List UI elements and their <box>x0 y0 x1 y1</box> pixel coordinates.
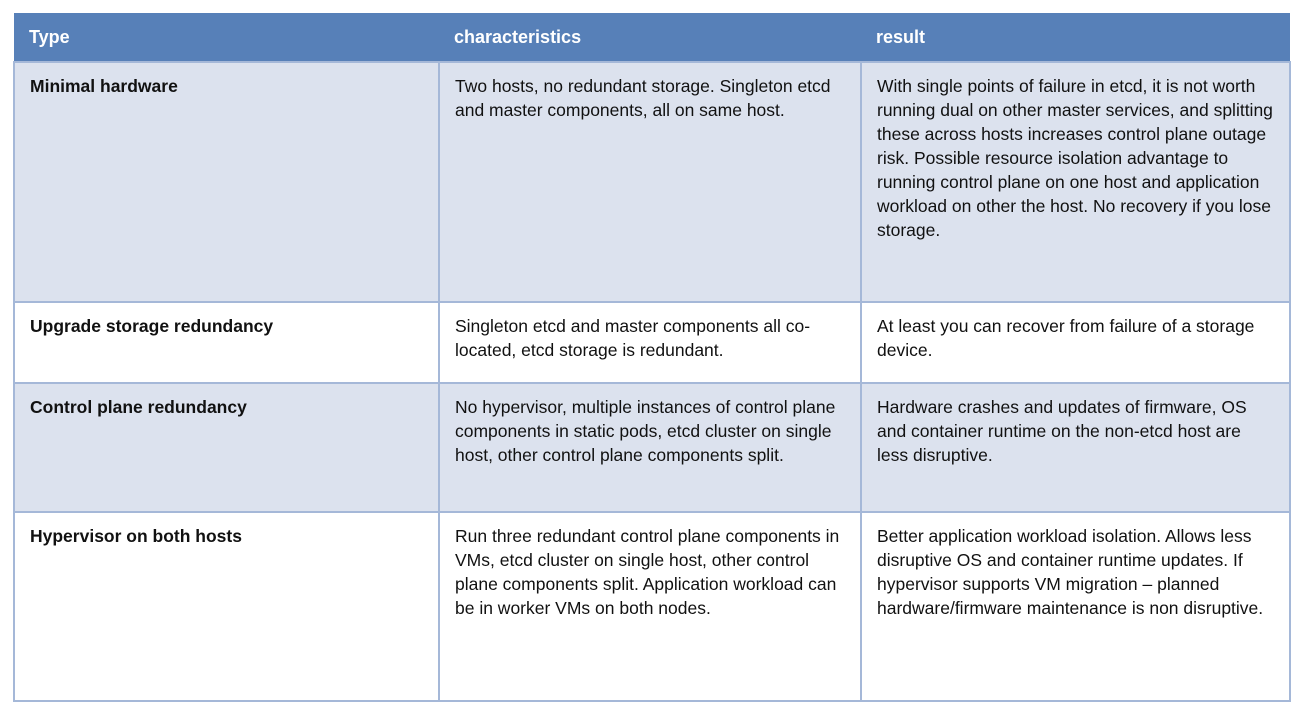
table-body <box>14 62 1290 701</box>
cell-type: Hypervisor on both hosts <box>14 512 439 701</box>
comparison-table <box>13 13 1291 702</box>
table-row-upgrade-storage-redundancy <box>14 302 1290 383</box>
header-row <box>14 13 1290 62</box>
column-header-characteristics: characteristics <box>439 13 861 62</box>
cell-result: With single points of failure in etcd, it is not worth running dual on other master services, and splitting these across hosts increases control plane outage risk. Possible resource isolation advantage to running control plane on one host and application workload on other the host. No recovery if you lose storage. <box>861 62 1290 302</box>
cell-type: Control plane redundancy <box>14 383 439 512</box>
cell-characteristics: Two hosts, no redundant storage. Singleton etcd and master components, all on same host. <box>439 62 861 302</box>
cell-result: At least you can recover from failure of a storage device. <box>861 302 1290 383</box>
cell-characteristics: No hypervisor, multiple instances of control plane components in static pods, etcd cluster on single host, other control plane components split. <box>439 383 861 512</box>
cell-result: Better application workload isolation. Allows less disruptive OS and container runtime updates. If hypervisor supports VM migration – planned hardware/firmware maintenance is non disruptive. <box>861 512 1290 701</box>
table-row-minimal-hardware <box>14 62 1290 302</box>
column-header-result: result <box>861 13 1290 62</box>
cell-result: Hardware crashes and updates of firmware, OS and container runtime on the non-etcd host are less disruptive. <box>861 383 1290 512</box>
table-row-hypervisor-on-both-hosts <box>14 512 1290 701</box>
cell-characteristics: Singleton etcd and master components all co-located, etcd storage is redundant. <box>439 302 861 383</box>
table-header <box>14 13 1290 62</box>
column-header-type: Type <box>14 13 439 62</box>
cell-characteristics: Run three redundant control plane components in VMs, etcd cluster on single host, other control plane components split. Application workload can be in worker VMs on both nodes. <box>439 512 861 701</box>
cell-type: Minimal hardware <box>14 62 439 302</box>
table-row-control-plane-redundancy <box>14 383 1290 512</box>
cell-type: Upgrade storage redundancy <box>14 302 439 383</box>
